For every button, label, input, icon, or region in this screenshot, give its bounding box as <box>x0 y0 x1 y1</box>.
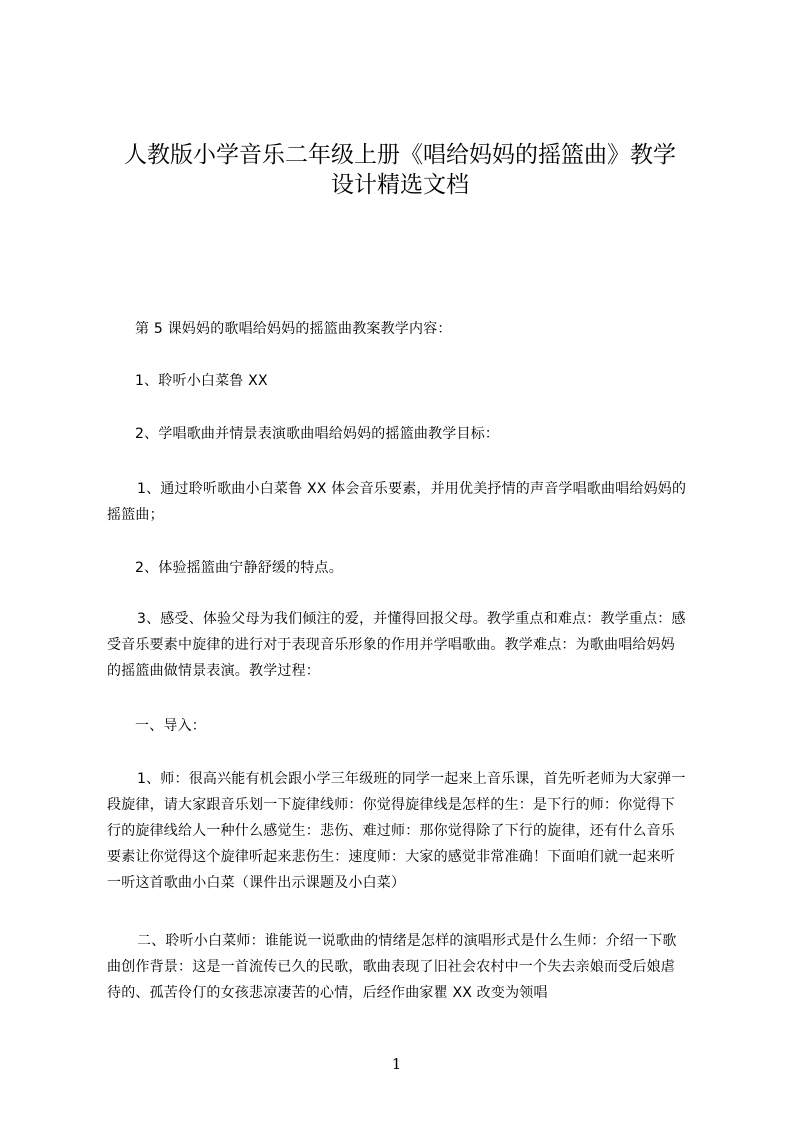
paragraph-item-2: 2、学唱歌曲并情景表演歌曲唱给妈妈的摇篮曲教学目标： <box>135 426 500 442</box>
title-line-2: 设计精选文档 <box>331 172 469 198</box>
paragraph-goal-2: 2、体验摇篮曲宁静舒缓的特点。 <box>135 560 343 576</box>
paragraph-goal-3: 3、感受、体验父母为我们倾注的爱，并懂得回报父母。教学重点和难点：教学重点：感受音乐要素中旋律的进行对于表现音乐形象的作用并学唱歌曲。教学难点：为歌曲唱给妈妈的摇篮曲做情景表演。教学过程： <box>107 611 686 679</box>
paragraph-section-listen: 二、聆听小白菜师：谁能说一说歌曲的情绪是怎样的演唱形式是什么生师：介绍一下歌曲创作背景：这是一首流传已久的民歌，歌曲表现了旧社会农村中一个失去亲娘而受后娘虐待的、孤苦伶仃的女孩悲凉凄苦的心情，后经作曲家瞿 XX 改变为领唱 <box>107 933 677 1001</box>
paragraph-item-1: 1、聆听小白菜鲁 XX <box>135 373 268 389</box>
title-line-1: 人教版小学音乐二年级上册《唱给妈妈的摇篮曲》教学 <box>124 142 676 168</box>
page-number: 1 <box>391 1055 402 1073</box>
paragraph-goal-1: 1、通过聆听歌曲小白菜鲁 XX 体会音乐要素，并用优美抒情的声音学唱歌曲唱给妈妈的摇篮曲； <box>107 481 687 523</box>
paragraph-lesson-content: 第 5 课妈妈的歌唱给妈妈的摇篮曲教案教学内容： <box>135 321 452 337</box>
paragraph-intro-1: 1、师：很高兴能有机会跟小学三年级班的同学一起来上音乐课，首先听老师为大家弹一段旋律，请大家跟音乐划一下旋律线师：你觉得旋律线是怎样的生：是下行的师：你觉得下行的旋律线给人一种什么感觉生：悲伤、难过师：那你觉得除了下行的旋律，还有什么音乐要素让你觉得这个旋律听起来悲伤生：速度师：大家的感觉非常准确！下面咱们就一起来听一听这首歌曲小白菜（课件出示课题及小白菜） <box>107 771 686 891</box>
document-title <box>100 140 700 200</box>
paragraph-section-intro: 一、导入： <box>135 718 206 734</box>
